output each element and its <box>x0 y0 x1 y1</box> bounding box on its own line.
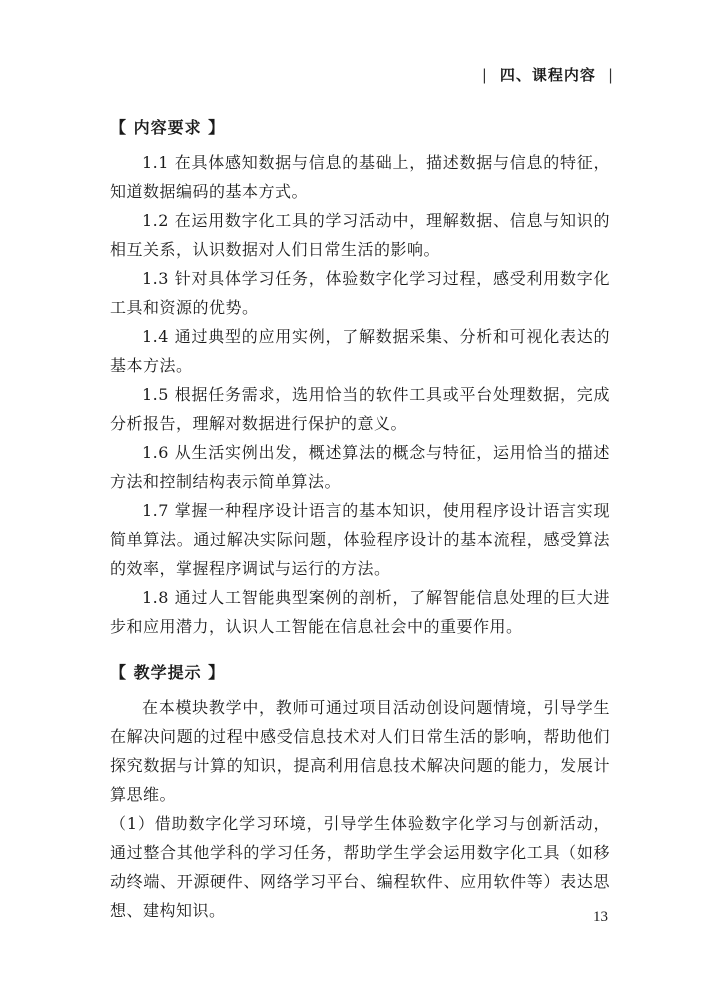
requirement-item-1-5: 1.5 根据任务需求，选用恰当的软件工具或平台处理数据，完成分析报告，理解对数据进行保护的意义。 <box>110 385 610 433</box>
teaching-tips-intro: 在本模块教学中，教师可通过项目活动创设问题情境，引导学生在解决问题的过程中感受信息技术对人们日常生活的影响，帮助他们探究数据与计算的知识，提高利用信息技术解决问题的能力，发展计算思维。 <box>110 698 610 804</box>
section-spacer <box>110 641 610 661</box>
requirement-item-1-4: 1.4 通过典型的应用实例，了解数据采集、分析和可视化表达的基本方法。 <box>110 327 610 375</box>
page-body <box>110 116 610 925</box>
requirement-item-1-7: 1.7 掌握一种程序设计语言的基本知识，使用程序设计语言实现简单算法。通过解决实际问题，体验程序设计的基本流程，感受算法的效率，掌握程序调试与运行的方法。 <box>110 501 610 578</box>
requirement-item-1-2: 1.2 在运用数字化工具的学习活动中，理解数据、信息与知识的相互关系，认识数据对人们日常生活的影响。 <box>110 211 610 259</box>
section-title-content-requirements: 【 内容要求 】 <box>110 118 226 137</box>
requirement-item-1-3: 1.3 针对具体学习任务，体验数字化学习过程，感受利用数字化工具和资源的优势。 <box>110 269 610 317</box>
requirement-item-1-6: 1.6 从生活实例出发，概述算法的概念与特征，运用恰当的描述方法和控制结构表示简单算法。 <box>110 443 610 491</box>
teaching-tips-point-1: （1）借助数字化学习环境，引导学生体验数字化学习与创新活动，通过整合其他学科的学习任务，帮助学生学会运用数字化工具（如移动终端、开源硬件、网络学习平台、编程软件、应用软件等）表达思想、建构知识。 <box>110 814 610 920</box>
page-number: 13 <box>593 909 608 925</box>
requirement-item-1-1: 1.1 在具体感知数据与信息的基础上，描述数据与信息的特征，知道数据编码的基本方式。 <box>110 153 610 201</box>
header-right-bar: | <box>607 65 614 84</box>
running-header <box>482 64 614 85</box>
section-title-teaching-tips: 【 教学提示 】 <box>110 663 226 682</box>
header-left-bar: | <box>481 65 488 84</box>
header-title: 四、课程内容 <box>499 66 596 84</box>
requirement-item-1-8: 1.8 通过人工智能典型案例的剖析，了解智能信息处理的巨大进步和应用潜力，认识人工智能在信息社会中的重要作用。 <box>110 588 610 636</box>
